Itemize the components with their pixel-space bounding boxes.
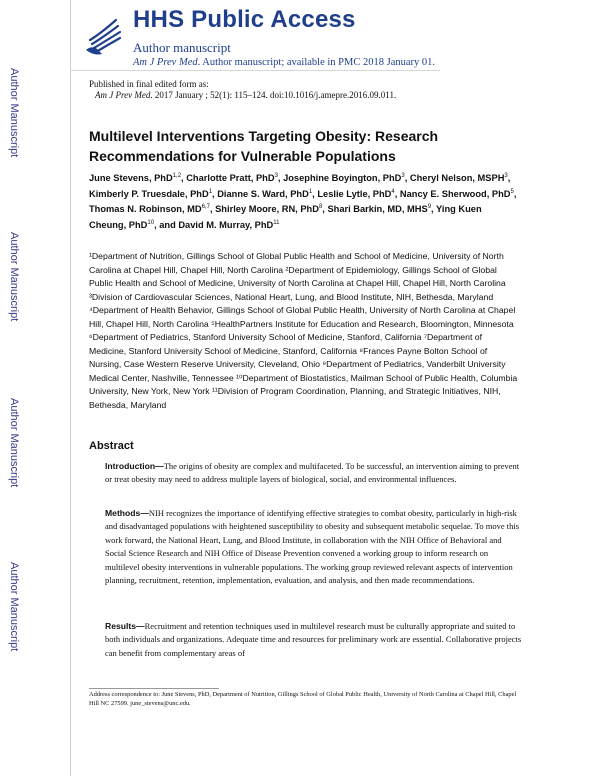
abstract-heading: Abstract — [89, 440, 134, 452]
author-affil-sup: 3 — [504, 173, 508, 179]
affiliations: ¹Department of Nutrition, Gillings School of Global Public Health and School of Medicine, University of North Carolina at Chapel Hill, Chapel Hill, North Carolina ²Department of Epidemiology, Gillings School of Global Public Health and School of Medicine, University of North Carolina at Chapel Hill, Chapel Hill, North Carolina ³Division of Cardiovascular Sciences, National Heart, Lung, and Blood Institute, NIH, Bethesda, Maryland ⁴Department of Health Behavior, Gillings School of Global Public Health, University of North Carolina at Chapel Hill, Chapel Hill, North Carolina ⁵HealthPartners Institute for Education and Research, Bloomington, Minnesota ⁶Department of Pediatrics, Stanford University School of Medicine, Stanford, California ⁷Department of Medicine, Stanford University School of Medicine, Stanford, California ⁸Frances Payne Bolton School of Nursing, Case Western Reserve University, Cleveland, Ohio ⁹Department of Pediatrics, Vanderbilt University Medical Center, Nashville, Tennessee ¹⁰Department of Biostatistics, Mailman School of Public Health, Columbia University, New York, New York ¹¹Division of Program Coordination, Planning, and Strategic Initiatives, NIH, Bethesda, Maryland — [89, 251, 518, 410]
journal-abbrev: Am J Prev Med — [133, 57, 198, 68]
article-title: Multilevel Interventions Targeting Obesity: Research Recommendations for Vulnerable Populations — [89, 128, 439, 164]
abstract-results — [105, 620, 523, 660]
author-affil-sup: 4 — [391, 188, 395, 195]
author-name: Ying Kuen Cheung, PhD — [89, 204, 482, 230]
author-affil-sup: 1 — [308, 188, 313, 195]
author-name: Charlotte Pratt, PhD — [186, 173, 275, 184]
author-affil-sup: 9 — [427, 204, 432, 210]
author-affil-sup: 11 — [273, 219, 280, 226]
methods-label: Methods— — [105, 508, 149, 518]
author-list: June Stevens, PhD$^{1,2}$, Charlotte Pratt, PhD$^3$, Josephine Boyington, PhD$^3$, Cheryl Nelson, MSPH$^3$, Kimberly P. Truesdale, PhD$^1$, Dianne S. Ward, PhD$^1$, Leslie Lytle, PhD$^4$, Nancy E. Sherwood, PhD$^5$, Thomas N. Robinson, MD$^{6,7}$, Shirley Moore, RN, PhD$^8$, Shari Barkin, MD, MHS$^9$, Ying Kuen Cheung, PhD$^{10}$, and David M. Murray, PhD$^{11}$ — [89, 173, 517, 230]
citation — [95, 90, 396, 100]
journal-availability-line — [133, 57, 435, 68]
citation-journal: Am J Prev Med — [95, 90, 151, 100]
author-name: David M. Murray, PhD — [178, 219, 274, 230]
side-label-author-manuscript: Author Manuscript — [8, 398, 20, 488]
side-label-author-manuscript: Author Manuscript — [8, 68, 20, 158]
side-label-author-manuscript: Author Manuscript — [8, 232, 20, 322]
author-affil-sup: 3 — [274, 173, 278, 179]
author-affil-sup: 8 — [318, 204, 323, 210]
author-name: Shirley Moore, RN, PhD — [215, 204, 319, 215]
author-affil-sup: 10 — [147, 219, 155, 226]
hhs-public-access-title: HHS Public Access — [133, 6, 356, 33]
introduction-label: Introduction— — [105, 461, 164, 471]
author-manuscript-label: Author manuscript — [133, 40, 231, 55]
side-label-author-manuscript: Author Manuscript — [8, 562, 20, 652]
hhs-eagle-icon — [82, 10, 126, 60]
author-affil-sup: 1,2 — [172, 173, 182, 179]
author-name: Shari Barkin, MD, MHS — [327, 204, 428, 215]
author-name: Thomas N. Robinson, MD — [89, 204, 202, 215]
abstract-methods — [105, 507, 523, 587]
results-text: Recruitment and retention techniques used in multilevel research must be culturally appropriate and suited to both individuals and organizations. Adequate time and resources for preliminary work are essential. Collaborative projects can benefit from complementary areas of — [105, 621, 522, 658]
methods-text: NIH recognizes the importance of identifying effective strategies to combat obesity, particularly in high-risk and disadvantaged populations with heightened susceptibility to obesity and subsequent metabolic sequelae. To move this work forward, the National Heart, Lung, and Blood Institute, in collaboration with the NIH Office of Behavioral and Social Science Research and NIH Office of Disease Prevention convened a working group to inform research on multilevel obesity interventions in vulnerable populations. The working group reviewed relevant aspects of intervention planning, recruitment, retention, implementation, evaluation, and analysis, and then made recommendations. — [105, 508, 520, 586]
author-name: June Stevens, PhD — [89, 173, 173, 184]
margin-rule — [70, 0, 71, 776]
author-name: Cheryl Nelson, MSPH — [409, 173, 505, 184]
introduction-text: The origins of obesity are complex and multifaceted. To be successful, an intervention aiming to prevent or treat obesity may need to address multiple layers of biological, social, and environmental influences. — [105, 461, 520, 485]
author-affil-sup: 5 — [510, 188, 514, 195]
published-label: Published in final edited form as: — [89, 79, 209, 89]
author-affil-sup: 1 — [208, 188, 213, 195]
author-name: Dianne S. Ward, PhD — [217, 188, 309, 199]
author-name: Nancy E. Sherwood, PhD — [399, 188, 511, 199]
availability-text: . Author manuscript; available in PMC 2018 January 01. — [197, 57, 436, 68]
results-label: Results— — [105, 621, 145, 631]
correspondence-footnote: Address correspondence to: June Stevens, PhD, Department of Nutrition, Gillings School of Global Public Health, University of North Carolina at Chapel Hill, Chapel Hill NC 27599. june_stevens@unc.edu. — [89, 691, 517, 707]
author-name: Leslie Lytle, PhD — [317, 188, 392, 199]
author-affil-sup: 3 — [401, 173, 405, 179]
author-affil-sup: 6,7 — [201, 204, 210, 210]
header-rule — [70, 70, 440, 71]
author-name: Kimberly P. Truesdale, PhD — [89, 188, 209, 199]
citation-details: . 2017 January ; 52(1): 115–124. doi:10.1016/j.amepre.2016.09.011. — [150, 90, 397, 100]
footnote-rule — [89, 688, 219, 689]
abstract-introduction — [105, 460, 523, 487]
author-name: Josephine Boyington, PhD — [283, 173, 402, 184]
